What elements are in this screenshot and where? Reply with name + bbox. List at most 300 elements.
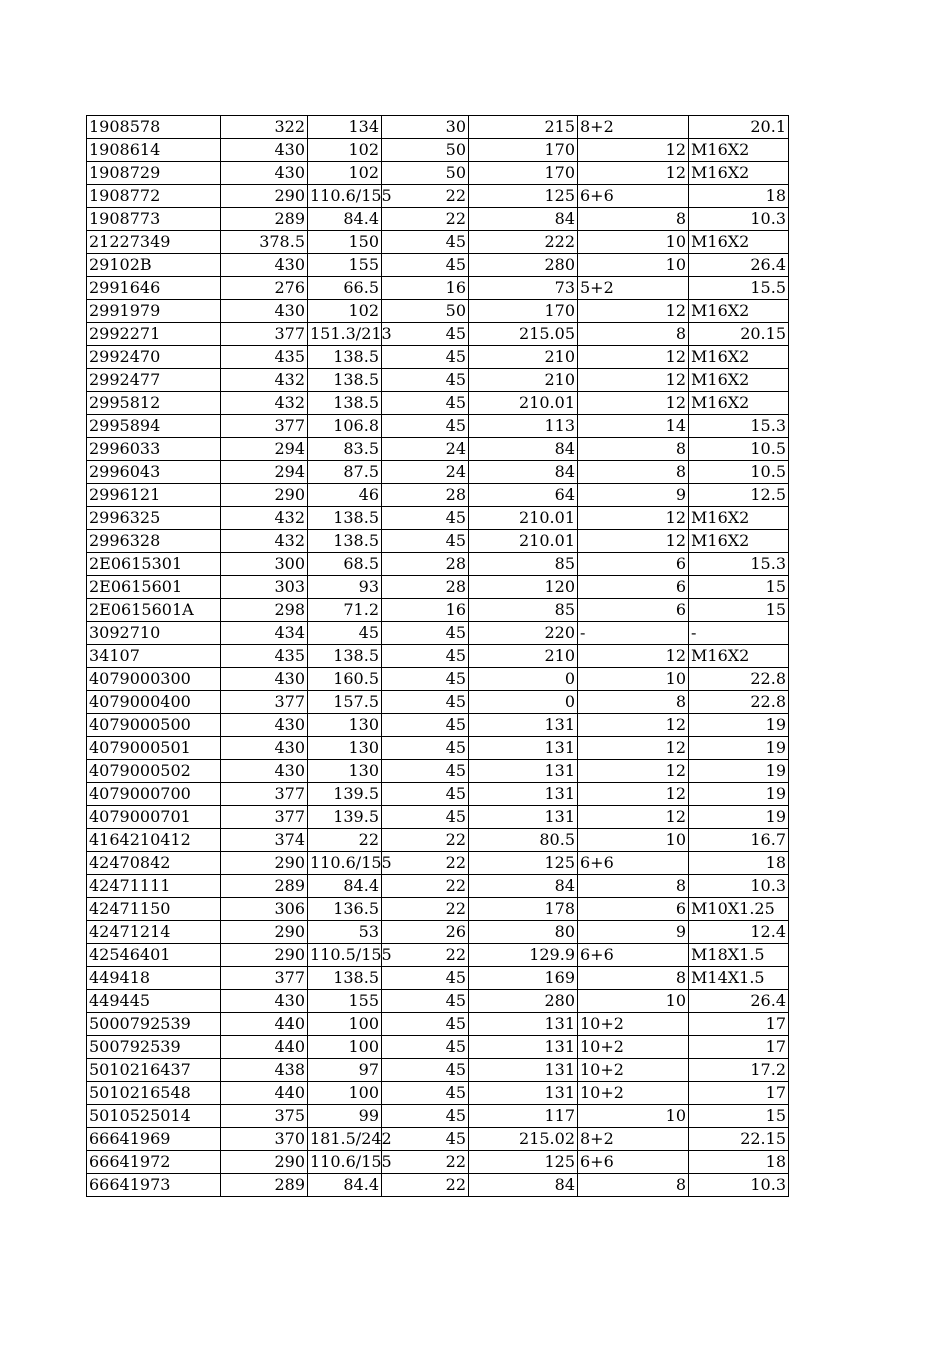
table-cell[interactable]: 12 <box>578 760 689 783</box>
table-cell[interactable]: 10+2 <box>578 1013 689 1036</box>
table-cell[interactable]: 45 <box>382 415 469 438</box>
table-cell[interactable]: 210 <box>469 346 578 369</box>
table-cell[interactable]: 15 <box>689 599 789 622</box>
table-cell[interactable]: 10 <box>578 1105 689 1128</box>
table-cell[interactable]: 290 <box>221 921 308 944</box>
table-cell[interactable]: 2996033 <box>87 438 221 461</box>
table-cell[interactable]: 131 <box>469 783 578 806</box>
table-cell[interactable]: 87.5 <box>308 461 382 484</box>
table-cell[interactable]: 20.15 <box>689 323 789 346</box>
table-cell[interactable]: 170 <box>469 300 578 323</box>
table-cell[interactable]: 22.8 <box>689 668 789 691</box>
table-cell[interactable]: 26.4 <box>689 254 789 277</box>
table-cell[interactable]: 322 <box>221 116 308 139</box>
table-cell[interactable]: 290 <box>221 944 308 967</box>
table-cell[interactable]: 45 <box>382 691 469 714</box>
table-cell[interactable]: 2996328 <box>87 530 221 553</box>
table-cell[interactable]: 9 <box>578 921 689 944</box>
table-cell[interactable]: 138.5 <box>308 346 382 369</box>
table-cell[interactable]: 45 <box>382 783 469 806</box>
table-cell[interactable]: 370 <box>221 1128 308 1151</box>
table-cell[interactable]: 1908772 <box>87 185 221 208</box>
table-cell[interactable]: 45 <box>382 668 469 691</box>
table-cell[interactable]: 12 <box>578 530 689 553</box>
table-cell[interactable]: 28 <box>382 484 469 507</box>
table-cell[interactable]: 430 <box>221 254 308 277</box>
table-cell[interactable]: 215.02 <box>469 1128 578 1151</box>
table-cell[interactable]: 12 <box>578 645 689 668</box>
table-cell[interactable]: 432 <box>221 530 308 553</box>
table-cell[interactable]: 377 <box>221 783 308 806</box>
table-cell[interactable]: M10X1.25 <box>689 898 789 921</box>
table-cell[interactable]: 6+6 <box>578 944 689 967</box>
table-cell[interactable]: 19 <box>689 760 789 783</box>
table-cell[interactable]: 45 <box>382 645 469 668</box>
table-cell[interactable]: - <box>689 622 789 645</box>
table-cell[interactable]: 210 <box>469 369 578 392</box>
table-cell[interactable]: 66641969 <box>87 1128 221 1151</box>
table-cell[interactable]: 12 <box>578 162 689 185</box>
table-cell[interactable]: 110.6/155 <box>308 185 382 208</box>
table-cell[interactable]: 129.9 <box>469 944 578 967</box>
table-cell[interactable]: 155 <box>308 990 382 1013</box>
table-cell[interactable]: M16X2 <box>689 530 789 553</box>
table-cell[interactable]: 2992470 <box>87 346 221 369</box>
table-cell[interactable]: 28 <box>382 553 469 576</box>
table-cell[interactable]: 16 <box>382 277 469 300</box>
table-cell[interactable]: 155 <box>308 254 382 277</box>
table-cell[interactable]: 500792539 <box>87 1036 221 1059</box>
table-cell[interactable]: 22 <box>308 829 382 852</box>
table-cell[interactable]: 430 <box>221 714 308 737</box>
table-cell[interactable]: 303 <box>221 576 308 599</box>
table-cell[interactable]: 432 <box>221 507 308 530</box>
table-cell[interactable]: 45 <box>382 760 469 783</box>
table-cell[interactable]: 8+2 <box>578 116 689 139</box>
table-cell[interactable]: 80.5 <box>469 829 578 852</box>
table-cell[interactable]: 8 <box>578 208 689 231</box>
table-cell[interactable]: 130 <box>308 760 382 783</box>
table-cell[interactable]: 170 <box>469 139 578 162</box>
table-cell[interactable]: 19 <box>689 737 789 760</box>
table-cell[interactable]: 449418 <box>87 967 221 990</box>
table-cell[interactable]: 2991979 <box>87 300 221 323</box>
table-cell[interactable]: 160.5 <box>308 668 382 691</box>
table-cell[interactable]: 22.15 <box>689 1128 789 1151</box>
table-cell[interactable]: 100 <box>308 1082 382 1105</box>
table-cell[interactable]: 42471111 <box>87 875 221 898</box>
table-cell[interactable]: 4079000500 <box>87 714 221 737</box>
table-cell[interactable]: 2995812 <box>87 392 221 415</box>
table-cell[interactable]: 68.5 <box>308 553 382 576</box>
table-cell[interactable]: 215.05 <box>469 323 578 346</box>
table-cell[interactable]: 139.5 <box>308 806 382 829</box>
table-cell[interactable]: 102 <box>308 139 382 162</box>
table-cell[interactable]: 12 <box>578 369 689 392</box>
table-cell[interactable]: 97 <box>308 1059 382 1082</box>
table-cell[interactable]: 10 <box>578 668 689 691</box>
table-cell[interactable]: 210.01 <box>469 392 578 415</box>
table-cell[interactable]: 377 <box>221 806 308 829</box>
table-cell[interactable]: 8 <box>578 875 689 898</box>
table-cell[interactable]: 430 <box>221 737 308 760</box>
table-cell[interactable]: 45 <box>382 622 469 645</box>
table-cell[interactable]: 169 <box>469 967 578 990</box>
table-cell[interactable]: 22 <box>382 875 469 898</box>
table-cell[interactable]: 139.5 <box>308 783 382 806</box>
table-cell[interactable]: 12 <box>578 392 689 415</box>
table-cell[interactable]: 84 <box>469 875 578 898</box>
table-cell[interactable]: 280 <box>469 254 578 277</box>
table-cell[interactable]: 298 <box>221 599 308 622</box>
table-cell[interactable]: 434 <box>221 622 308 645</box>
table-cell[interactable]: 138.5 <box>308 645 382 668</box>
table-cell[interactable]: 377 <box>221 691 308 714</box>
table-cell[interactable]: 28 <box>382 576 469 599</box>
table-cell[interactable]: 8 <box>578 461 689 484</box>
table-cell[interactable]: 151.3/213 <box>308 323 382 346</box>
table-cell[interactable]: 84.4 <box>308 1174 382 1197</box>
table-cell[interactable]: 440 <box>221 1082 308 1105</box>
table-cell[interactable]: 1908729 <box>87 162 221 185</box>
table-cell[interactable]: 30 <box>382 116 469 139</box>
table-cell[interactable]: 93 <box>308 576 382 599</box>
table-cell[interactable]: 220 <box>469 622 578 645</box>
table-cell[interactable]: 6+6 <box>578 1151 689 1174</box>
table-cell[interactable]: 83.5 <box>308 438 382 461</box>
table-cell[interactable]: M16X2 <box>689 346 789 369</box>
table-cell[interactable]: 15.5 <box>689 277 789 300</box>
table-cell[interactable]: 136.5 <box>308 898 382 921</box>
table-cell[interactable]: 16 <box>382 599 469 622</box>
table-cell[interactable]: 2E0615601A <box>87 599 221 622</box>
table-cell[interactable]: 45 <box>382 1013 469 1036</box>
table-cell[interactable]: 84 <box>469 1174 578 1197</box>
table-cell[interactable]: 2991646 <box>87 277 221 300</box>
table-cell[interactable]: 2992271 <box>87 323 221 346</box>
table-cell[interactable]: 50 <box>382 300 469 323</box>
table-cell[interactable]: 5010216548 <box>87 1082 221 1105</box>
table-cell[interactable]: 1908773 <box>87 208 221 231</box>
table-cell[interactable]: 9 <box>578 484 689 507</box>
table-cell[interactable]: 22 <box>382 898 469 921</box>
table-cell[interactable]: 45 <box>382 1082 469 1105</box>
table-cell[interactable]: 125 <box>469 185 578 208</box>
table-cell[interactable]: 2996121 <box>87 484 221 507</box>
table-cell[interactable]: 10 <box>578 990 689 1013</box>
table-cell[interactable]: 138.5 <box>308 369 382 392</box>
table-cell[interactable]: - <box>578 622 689 645</box>
table-cell[interactable]: 102 <box>308 300 382 323</box>
table-cell[interactable]: 130 <box>308 737 382 760</box>
table-cell[interactable]: 15 <box>689 576 789 599</box>
table-cell[interactable]: 294 <box>221 438 308 461</box>
table-cell[interactable]: 45 <box>382 1128 469 1151</box>
table-cell[interactable]: 45 <box>382 254 469 277</box>
table-cell[interactable]: 8 <box>578 967 689 990</box>
table-cell[interactable]: 15 <box>689 1105 789 1128</box>
table-cell[interactable]: 4079000701 <box>87 806 221 829</box>
table-cell[interactable]: 0 <box>469 668 578 691</box>
table-cell[interactable]: 18 <box>689 852 789 875</box>
table-cell[interactable]: 125 <box>469 852 578 875</box>
table-cell[interactable]: 8 <box>578 1174 689 1197</box>
table-cell[interactable]: 20.1 <box>689 116 789 139</box>
table-cell[interactable]: 22 <box>382 185 469 208</box>
table-cell[interactable]: 6 <box>578 599 689 622</box>
table-cell[interactable]: 449445 <box>87 990 221 1013</box>
table-cell[interactable]: 42471150 <box>87 898 221 921</box>
table-cell[interactable]: 6 <box>578 553 689 576</box>
table-cell[interactable]: 215 <box>469 116 578 139</box>
table-cell[interactable]: 2995894 <box>87 415 221 438</box>
table-cell[interactable]: 45 <box>382 507 469 530</box>
table-cell[interactable]: 12 <box>578 507 689 530</box>
table-cell[interactable]: 8 <box>578 691 689 714</box>
table-cell[interactable]: 1908578 <box>87 116 221 139</box>
table-cell[interactable]: 26 <box>382 921 469 944</box>
table-cell[interactable]: M16X2 <box>689 231 789 254</box>
table-cell[interactable]: M16X2 <box>689 392 789 415</box>
table-cell[interactable]: 131 <box>469 806 578 829</box>
table-cell[interactable]: 26.4 <box>689 990 789 1013</box>
table-cell[interactable]: 71.2 <box>308 599 382 622</box>
table-cell[interactable]: 2996325 <box>87 507 221 530</box>
table-cell[interactable]: 10.3 <box>689 208 789 231</box>
table-cell[interactable]: 17 <box>689 1036 789 1059</box>
table-cell[interactable]: 210 <box>469 645 578 668</box>
table-cell[interactable]: 22 <box>382 944 469 967</box>
table-cell[interactable]: 2E0615601 <box>87 576 221 599</box>
table-cell[interactable]: M16X2 <box>689 139 789 162</box>
table-cell[interactable]: 46 <box>308 484 382 507</box>
table-cell[interactable]: 210.01 <box>469 530 578 553</box>
table-cell[interactable]: 42470842 <box>87 852 221 875</box>
table-cell[interactable]: 100 <box>308 1013 382 1036</box>
table-cell[interactable]: 430 <box>221 668 308 691</box>
table-cell[interactable]: 45 <box>382 806 469 829</box>
table-cell[interactable]: 131 <box>469 1059 578 1082</box>
table-cell[interactable]: 2992477 <box>87 369 221 392</box>
table-cell[interactable]: 84 <box>469 438 578 461</box>
table-cell[interactable]: 53 <box>308 921 382 944</box>
table-cell[interactable]: 50 <box>382 139 469 162</box>
table-cell[interactable]: 45 <box>382 346 469 369</box>
table-cell[interactable]: 430 <box>221 300 308 323</box>
table-cell[interactable]: 4164210412 <box>87 829 221 852</box>
table-cell[interactable]: 29102B <box>87 254 221 277</box>
table-cell[interactable]: 22 <box>382 829 469 852</box>
table-cell[interactable]: 17 <box>689 1013 789 1036</box>
table-cell[interactable]: 12 <box>578 806 689 829</box>
table-cell[interactable]: 432 <box>221 369 308 392</box>
table-cell[interactable]: 134 <box>308 116 382 139</box>
table-cell[interactable]: 45 <box>382 714 469 737</box>
table-cell[interactable]: M18X1.5 <box>689 944 789 967</box>
table-cell[interactable]: 85 <box>469 599 578 622</box>
table-cell[interactable]: 125 <box>469 1151 578 1174</box>
table-cell[interactable]: M16X2 <box>689 645 789 668</box>
table-cell[interactable]: 12 <box>578 714 689 737</box>
table-cell[interactable]: 131 <box>469 1013 578 1036</box>
table-cell[interactable]: 102 <box>308 162 382 185</box>
table-cell[interactable]: 45 <box>382 990 469 1013</box>
table-cell[interactable]: 45 <box>382 737 469 760</box>
table-cell[interactable]: 377 <box>221 415 308 438</box>
table-cell[interactable]: 157.5 <box>308 691 382 714</box>
table-cell[interactable]: 45 <box>382 1036 469 1059</box>
table-cell[interactable]: 85 <box>469 553 578 576</box>
table-cell[interactable]: 34107 <box>87 645 221 668</box>
table-cell[interactable]: 4079000400 <box>87 691 221 714</box>
table-cell[interactable]: 106.8 <box>308 415 382 438</box>
table-cell[interactable]: 374 <box>221 829 308 852</box>
table-cell[interactable]: 430 <box>221 162 308 185</box>
table-cell[interactable]: 18 <box>689 1151 789 1174</box>
table-cell[interactable]: 6 <box>578 898 689 921</box>
table-cell[interactable]: 170 <box>469 162 578 185</box>
table-cell[interactable]: 17.2 <box>689 1059 789 1082</box>
table-cell[interactable]: 378.5 <box>221 231 308 254</box>
table-cell[interactable]: 210.01 <box>469 507 578 530</box>
table-cell[interactable]: 84.4 <box>308 208 382 231</box>
table-cell[interactable]: 117 <box>469 1105 578 1128</box>
table-cell[interactable]: 289 <box>221 208 308 231</box>
table-cell[interactable]: M16X2 <box>689 162 789 185</box>
table-cell[interactable]: 45 <box>382 323 469 346</box>
table-cell[interactable]: 120 <box>469 576 578 599</box>
table-cell[interactable]: 42546401 <box>87 944 221 967</box>
table-cell[interactable]: 0 <box>469 691 578 714</box>
table-cell[interactable]: 64 <box>469 484 578 507</box>
table-cell[interactable]: 438 <box>221 1059 308 1082</box>
table-cell[interactable]: 110.6/155 <box>308 852 382 875</box>
table-cell[interactable]: 84 <box>469 208 578 231</box>
table-cell[interactable]: 280 <box>469 990 578 1013</box>
table-cell[interactable]: 66.5 <box>308 277 382 300</box>
table-cell[interactable]: 10.3 <box>689 875 789 898</box>
table-cell[interactable]: 22 <box>382 1151 469 1174</box>
table-cell[interactable]: 300 <box>221 553 308 576</box>
table-cell[interactable]: 10.3 <box>689 1174 789 1197</box>
table-cell[interactable]: 22 <box>382 208 469 231</box>
table-cell[interactable]: 10 <box>578 829 689 852</box>
table-cell[interactable]: 10+2 <box>578 1036 689 1059</box>
table-cell[interactable]: 42471214 <box>87 921 221 944</box>
table-cell[interactable]: 10.5 <box>689 461 789 484</box>
table-cell[interactable]: 150 <box>308 231 382 254</box>
table-cell[interactable]: 8 <box>578 323 689 346</box>
table-cell[interactable]: 131 <box>469 737 578 760</box>
table-cell[interactable]: 45 <box>382 392 469 415</box>
table-cell[interactable]: 6+6 <box>578 185 689 208</box>
table-cell[interactable]: 5010525014 <box>87 1105 221 1128</box>
table-cell[interactable]: 99 <box>308 1105 382 1128</box>
table-cell[interactable]: 15.3 <box>689 553 789 576</box>
table-cell[interactable]: 138.5 <box>308 392 382 415</box>
table-cell[interactable]: 24 <box>382 438 469 461</box>
table-cell[interactable]: 15.3 <box>689 415 789 438</box>
table-cell[interactable]: 17 <box>689 1082 789 1105</box>
table-cell[interactable]: 24 <box>382 461 469 484</box>
table-cell[interactable]: 22.8 <box>689 691 789 714</box>
table-cell[interactable]: 12 <box>578 300 689 323</box>
table-cell[interactable]: 14 <box>578 415 689 438</box>
table-cell[interactable]: 290 <box>221 1151 308 1174</box>
table-cell[interactable]: 66641973 <box>87 1174 221 1197</box>
table-cell[interactable]: 50 <box>382 162 469 185</box>
table-cell[interactable]: 12.5 <box>689 484 789 507</box>
table-cell[interactable]: 138.5 <box>308 507 382 530</box>
table-cell[interactable]: 377 <box>221 323 308 346</box>
table-cell[interactable]: M16X2 <box>689 507 789 530</box>
table-cell[interactable]: 290 <box>221 185 308 208</box>
table-cell[interactable]: M14X1.5 <box>689 967 789 990</box>
table-cell[interactable]: 435 <box>221 645 308 668</box>
table-cell[interactable]: 290 <box>221 852 308 875</box>
table-cell[interactable]: 8+2 <box>578 1128 689 1151</box>
table-cell[interactable]: 5010216437 <box>87 1059 221 1082</box>
table-cell[interactable]: 10.5 <box>689 438 789 461</box>
table-cell[interactable]: 45 <box>382 1105 469 1128</box>
table-cell[interactable]: 5000792539 <box>87 1013 221 1036</box>
table-cell[interactable]: 4079000502 <box>87 760 221 783</box>
table-cell[interactable]: 276 <box>221 277 308 300</box>
table-cell[interactable]: 440 <box>221 1013 308 1036</box>
table-cell[interactable]: 10+2 <box>578 1082 689 1105</box>
table-cell[interactable]: 19 <box>689 714 789 737</box>
table-cell[interactable]: 138.5 <box>308 530 382 553</box>
table-cell[interactable]: 21227349 <box>87 231 221 254</box>
table-cell[interactable]: 16.7 <box>689 829 789 852</box>
table-cell[interactable]: 12 <box>578 783 689 806</box>
table-cell[interactable]: 110.6/155 <box>308 1151 382 1174</box>
table-cell[interactable]: 222 <box>469 231 578 254</box>
table-cell[interactable]: 290 <box>221 484 308 507</box>
table-cell[interactable]: 430 <box>221 760 308 783</box>
table-cell[interactable]: 84.4 <box>308 875 382 898</box>
table-cell[interactable]: 5+2 <box>578 277 689 300</box>
table-cell[interactable]: 12 <box>578 737 689 760</box>
table-cell[interactable]: M16X2 <box>689 300 789 323</box>
table-cell[interactable]: 178 <box>469 898 578 921</box>
table-cell[interactable]: 131 <box>469 714 578 737</box>
table-cell[interactable]: 2E0615301 <box>87 553 221 576</box>
table-cell[interactable]: 440 <box>221 1036 308 1059</box>
table-cell[interactable]: 45 <box>382 1059 469 1082</box>
table-cell[interactable]: 22 <box>382 1174 469 1197</box>
table-cell[interactable]: 10 <box>578 254 689 277</box>
table-cell[interactable]: 432 <box>221 392 308 415</box>
table-cell[interactable]: 10+2 <box>578 1059 689 1082</box>
table-cell[interactable]: 8 <box>578 438 689 461</box>
table-cell[interactable]: 84 <box>469 461 578 484</box>
table-cell[interactable]: 3092710 <box>87 622 221 645</box>
table-cell[interactable]: 130 <box>308 714 382 737</box>
table-cell[interactable]: 6 <box>578 576 689 599</box>
table-cell[interactable]: 113 <box>469 415 578 438</box>
table-cell[interactable]: 430 <box>221 139 308 162</box>
table-cell[interactable]: 45 <box>382 967 469 990</box>
table-cell[interactable]: 4079000700 <box>87 783 221 806</box>
table-cell[interactable]: 1908614 <box>87 139 221 162</box>
table-cell[interactable]: 12 <box>578 139 689 162</box>
table-cell[interactable]: 131 <box>469 760 578 783</box>
table-cell[interactable]: 12.4 <box>689 921 789 944</box>
table-cell[interactable]: 100 <box>308 1036 382 1059</box>
table-cell[interactable]: M16X2 <box>689 369 789 392</box>
table-cell[interactable]: 289 <box>221 1174 308 1197</box>
